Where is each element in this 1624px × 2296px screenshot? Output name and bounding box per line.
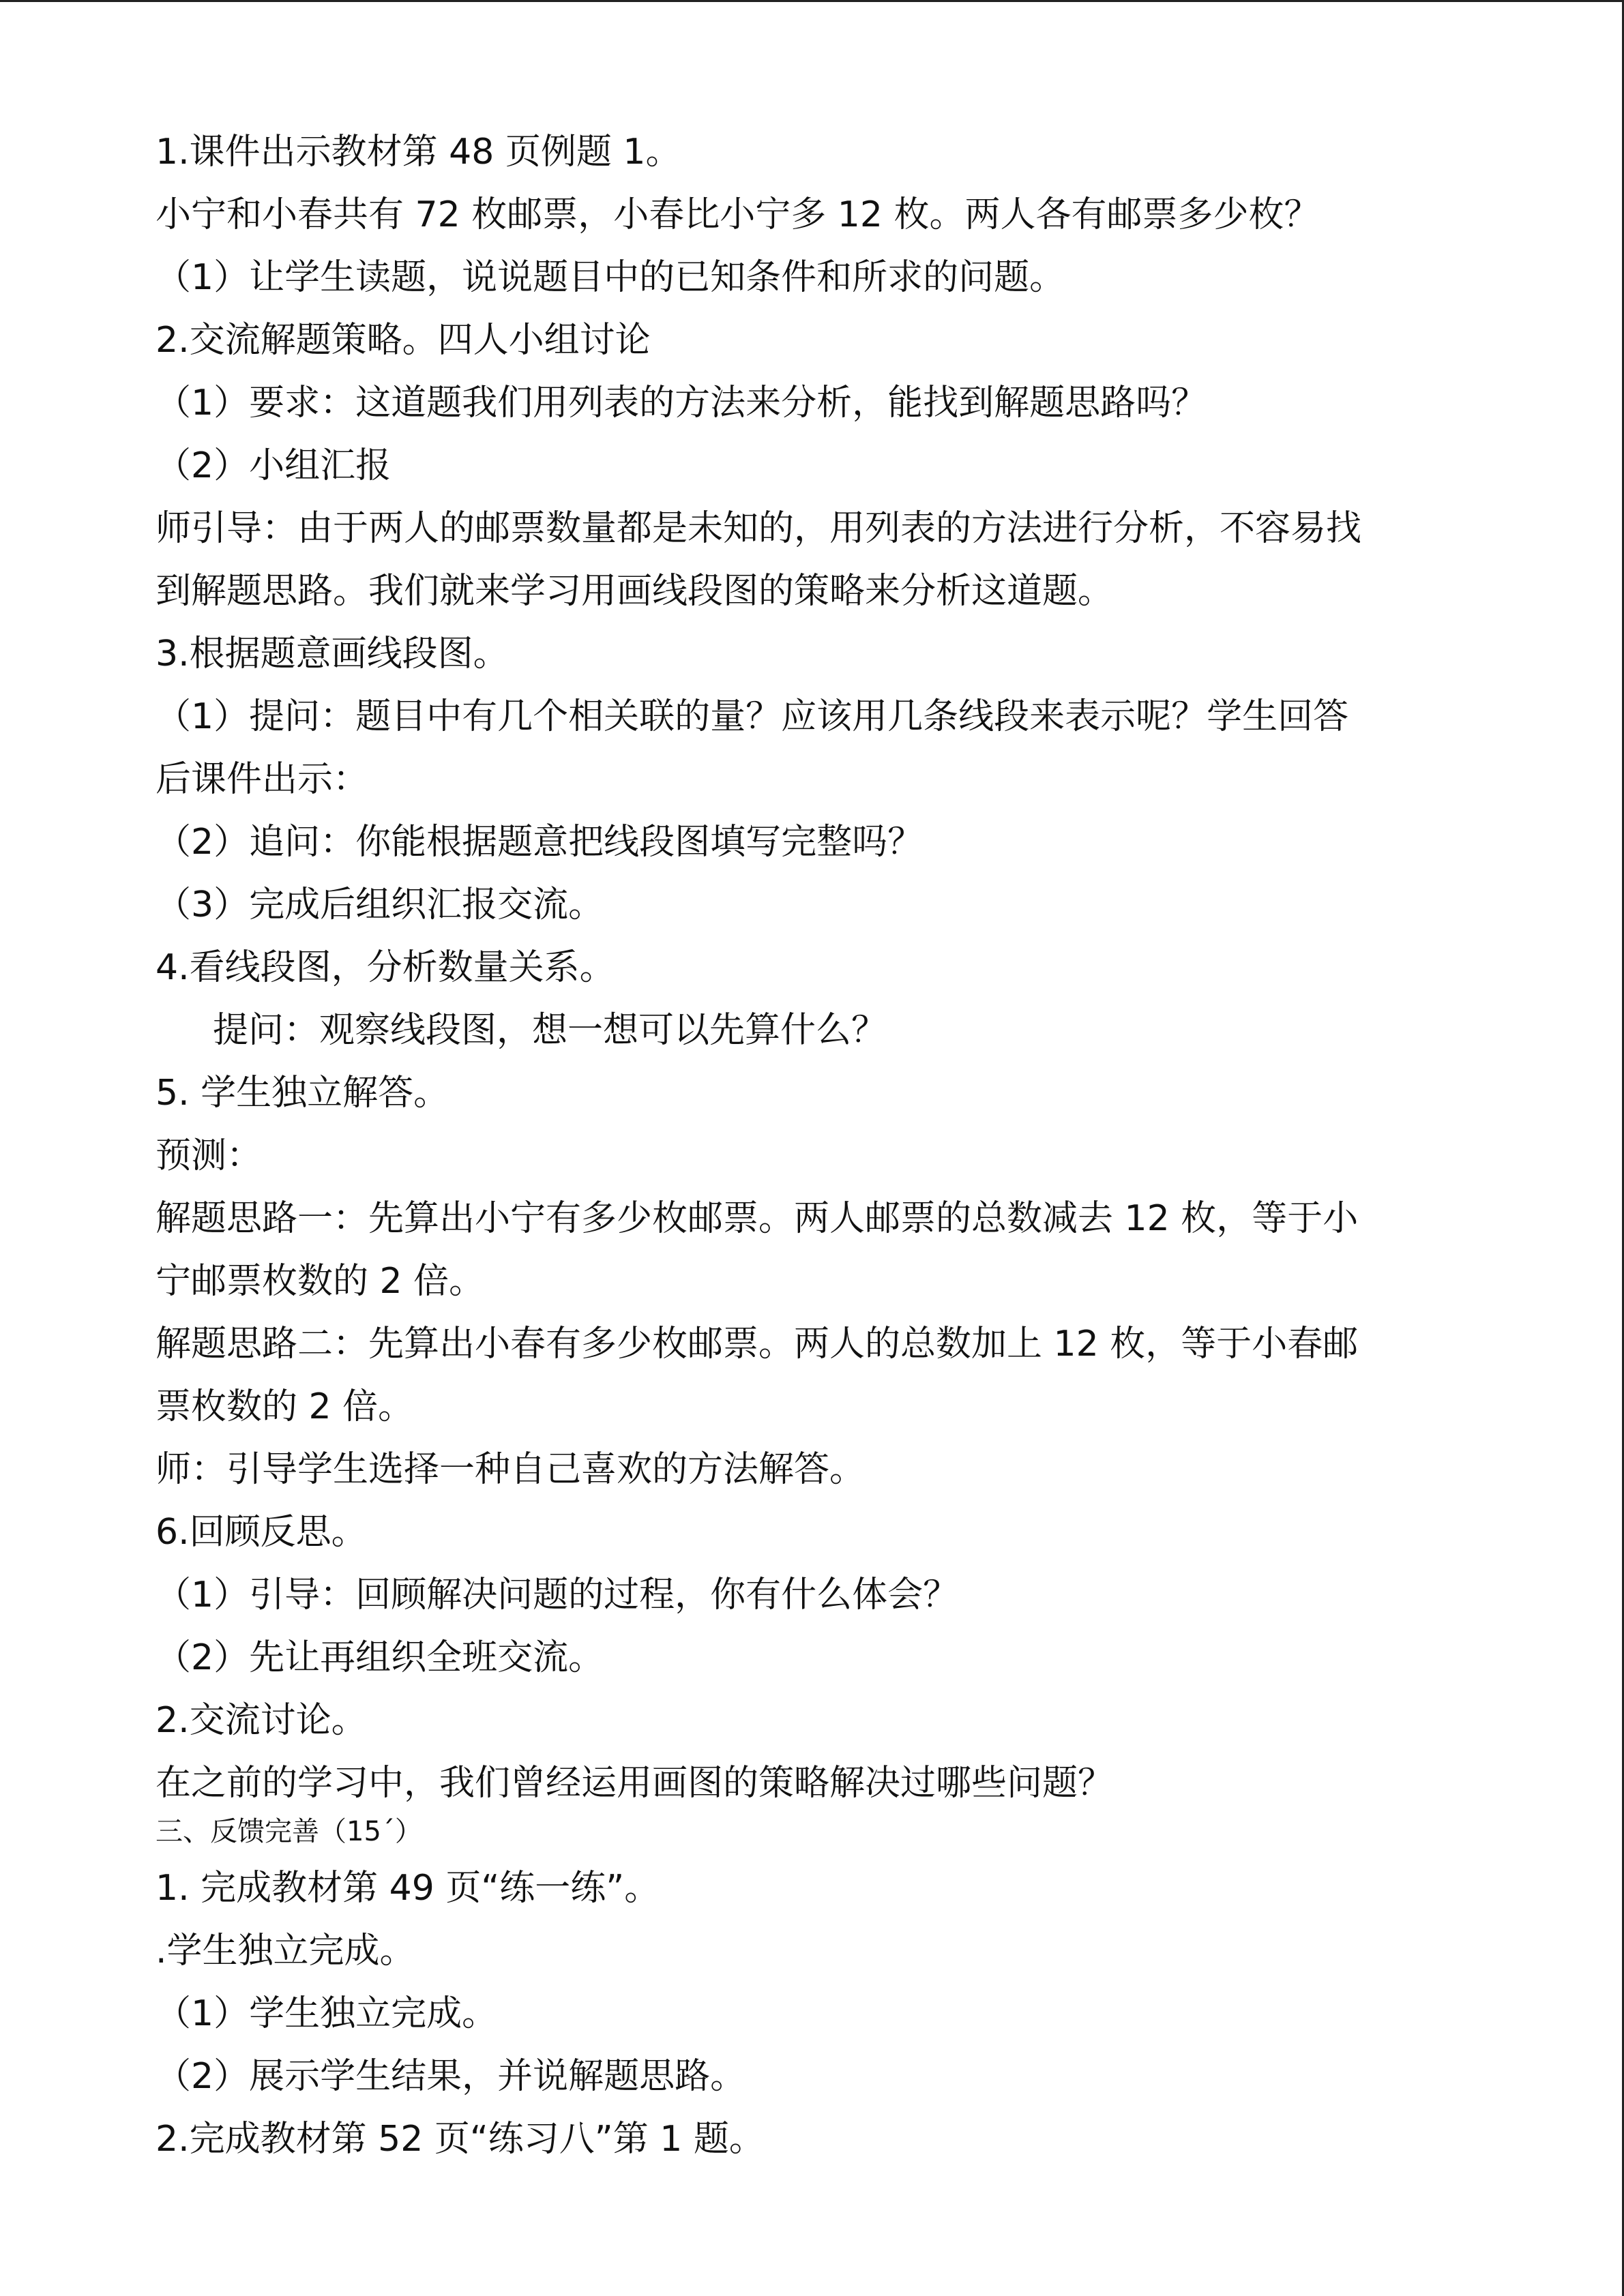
text-line: （1）提问：题目中有几个相关联的量？应该用几条线段来表示呢？学生回答	[156, 696, 1349, 737]
text-line: 提问：观察线段图，想一想可以先算什么？	[213, 1010, 887, 1051]
text-line: 预测：	[156, 1135, 263, 1176]
text-line: （1）学生独立完成。	[156, 1993, 498, 2034]
text-line: 在之前的学习中，我们曾经运用画图的策略解决过哪些问题？	[156, 1763, 1114, 1804]
text-line: （1）要求：这道题我们用列表的方法来分析，能找到解题思路吗？	[156, 383, 1207, 423]
text-line: 4.看线段图，分析数量关系。	[156, 947, 615, 988]
text-line: 2.交流解题策略。四人小组讨论	[156, 320, 651, 361]
text-line: （1）引导：回顾解决问题的过程，你有什么体会？	[156, 1575, 959, 1615]
text-line: 小宁和小春共有 72 枚邮票，小春比小宁多 12 枚。两人各有邮票多少枚？	[156, 194, 1320, 235]
text-line: 解题思路二：先算出小春有多少枚邮票。两人的总数加上 12 枚，等于小春邮	[156, 1324, 1359, 1365]
text-line: 2.完成教材第 52 页“练习八”第 1 题。	[156, 2119, 765, 2160]
text-line: （2）追问：你能根据题意把线段图填写完整吗？	[156, 822, 924, 863]
section-heading: 三、反馈完善（15ˊ）	[156, 1816, 422, 1847]
text-line: （3）完成后组织汇报交流。	[156, 884, 604, 925]
text-line: （2）小组汇报	[156, 445, 392, 486]
text-line: （2）展示学生结果，并说解题思路。	[156, 2056, 746, 2097]
page-top-border	[0, 0, 1624, 2]
text-line: （1）让学生读题，说说题目中的已知条件和所求的问题。	[156, 257, 1065, 298]
text-line: 到解题思路。我们就来学习用画线段图的策略来分析这道题。	[156, 571, 1114, 612]
text-line: （2）先让再组织全班交流。	[156, 1637, 604, 1678]
text-line: 解题思路一：先算出小宁有多少枚邮票。两人邮票的总数减去 12 枚，等于小	[156, 1198, 1359, 1239]
text-line: 6.回顾反思。	[156, 1512, 367, 1553]
text-line: 2.交流讨论。	[156, 1700, 367, 1741]
text-line: .学生独立完成。	[156, 1930, 415, 1971]
text-line: 后课件出示：	[156, 759, 369, 800]
text-line: 宁邮票枚数的 2 倍。	[156, 1261, 485, 1302]
document-body	[156, 131, 1479, 2181]
text-line: 1. 完成教材第 49 页“练一练”。	[156, 1868, 660, 1909]
text-line: 1.课件出示教材第 48 页例题 1。	[156, 132, 681, 173]
text-line: 3.根据题意画线段图。	[156, 633, 509, 674]
text-line: 5. 学生独立解答。	[156, 1073, 449, 1114]
text-line: 票枚数的 2 倍。	[156, 1386, 414, 1427]
text-line: 师引导：由于两人的邮票数量都是未知的，用列表的方法进行分析，不容易找	[156, 508, 1362, 549]
text-line: 师：引导学生选择一种自己喜欢的方法解答。	[156, 1449, 866, 1490]
